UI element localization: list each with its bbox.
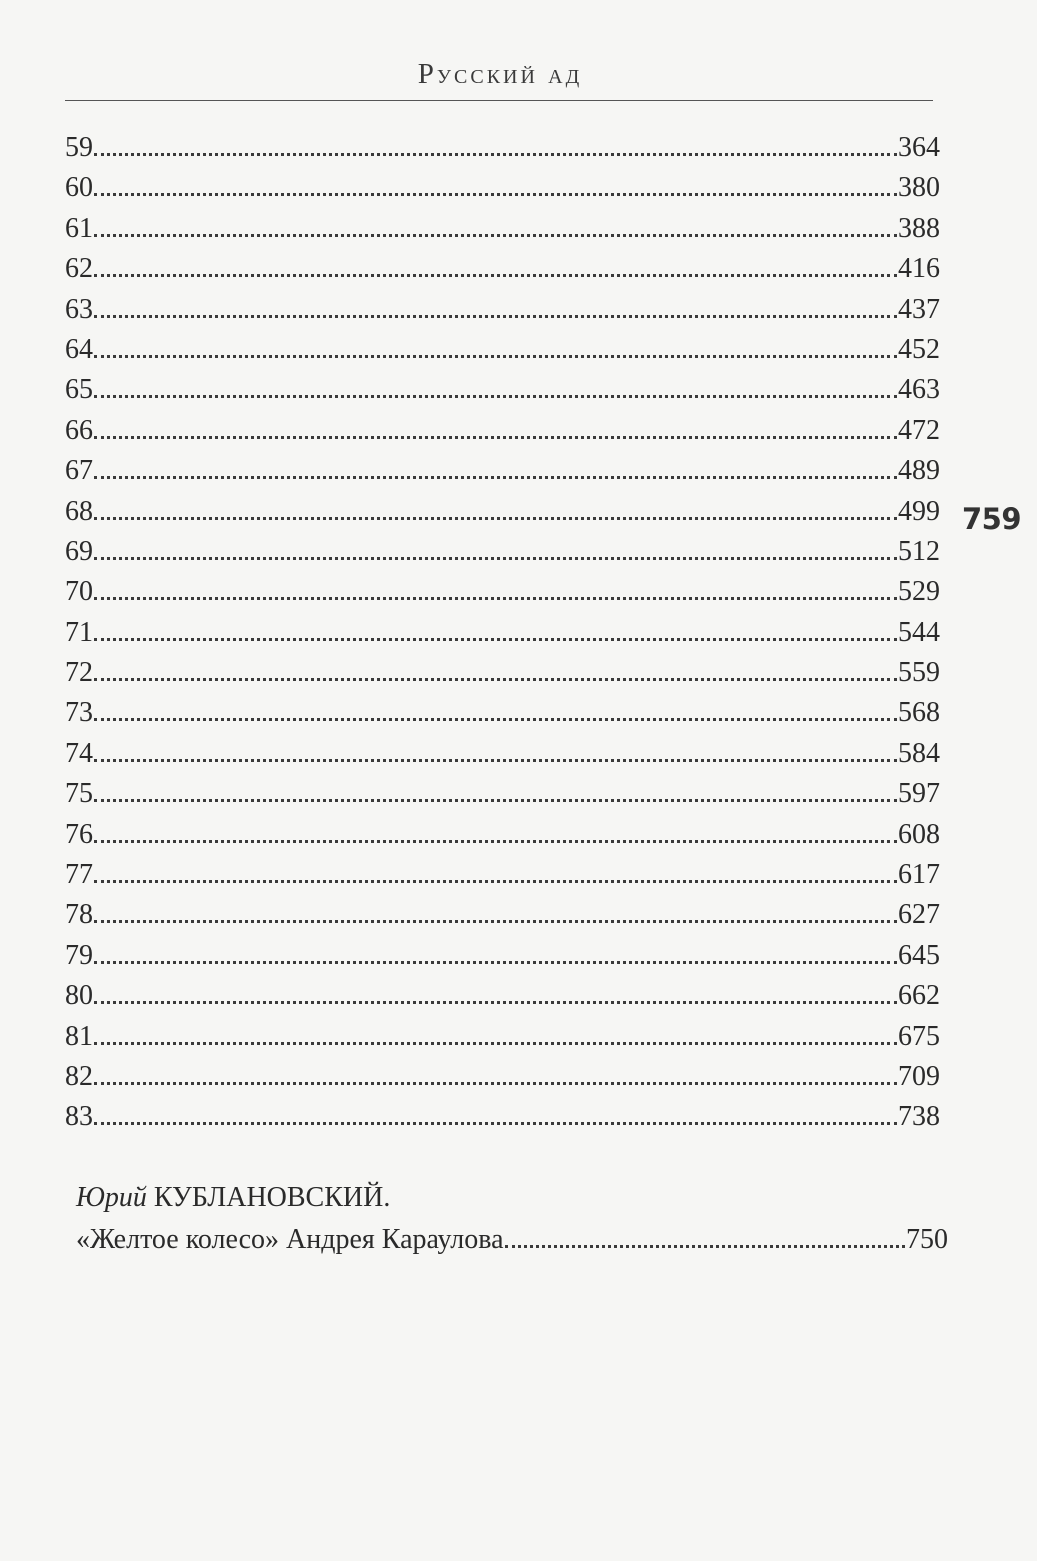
toc-row — [65, 492, 940, 532]
toc-page-number: 416 — [898, 253, 940, 285]
dot-leader — [94, 815, 897, 843]
running-head: Русский ад — [417, 58, 583, 90]
toc-page-number: 452 — [898, 333, 940, 365]
toc-row — [65, 1057, 940, 1097]
toc-page-number: 364 — [898, 132, 940, 163]
author-first-name: Юрий — [76, 1182, 147, 1213]
chapter-number: 65 — [65, 374, 93, 406]
toc-page-number: 388 — [898, 212, 940, 244]
chapter-number: 61 — [65, 212, 93, 244]
toc-row — [65, 330, 940, 370]
chapter-number: 69 — [65, 535, 93, 567]
chapter-number: 72 — [65, 657, 93, 689]
chapter-number: 71 — [65, 616, 93, 648]
toc-row — [65, 411, 940, 451]
dot-leader — [94, 451, 897, 479]
toc-page-number: 584 — [898, 737, 940, 769]
toc-page-number: 709 — [898, 1060, 940, 1092]
dot-leader — [94, 290, 897, 318]
dot-leader — [94, 855, 897, 883]
chapter-number: 68 — [65, 495, 93, 527]
chapter-number: 64 — [65, 333, 93, 365]
toc-page-number: 675 — [898, 1020, 940, 1052]
chapter-number: 78 — [65, 899, 93, 931]
dot-leader — [94, 613, 897, 641]
toc-page-number: 529 — [898, 576, 940, 608]
essay-entry — [76, 1178, 948, 1262]
dot-leader — [94, 693, 897, 721]
page-number: 759 — [962, 502, 1022, 536]
chapter-number: 81 — [65, 1020, 93, 1052]
toc-row — [65, 451, 940, 491]
dot-leader — [94, 330, 897, 358]
dot-leader — [94, 411, 897, 439]
dot-leader — [94, 1097, 897, 1125]
toc-page-number: 568 — [898, 697, 940, 729]
toc-row — [65, 693, 940, 733]
dot-leader — [94, 370, 897, 398]
chapter-number: 75 — [65, 778, 93, 810]
chapter-number: 80 — [65, 980, 93, 1012]
toc-row — [65, 895, 940, 935]
toc-row — [65, 128, 940, 168]
toc-page-number: 645 — [898, 939, 940, 971]
toc-page-number: 380 — [898, 172, 940, 204]
chapter-number: 79 — [65, 939, 93, 971]
toc-page-number: 472 — [898, 414, 940, 446]
toc-row — [65, 976, 940, 1016]
toc-page-number: 608 — [898, 818, 940, 850]
dot-leader — [94, 976, 897, 1004]
toc-page-number: 738 — [898, 1101, 940, 1133]
toc-row — [65, 1097, 940, 1137]
toc-row — [65, 613, 940, 653]
dot-leader — [505, 1220, 905, 1248]
toc-page-number: 544 — [898, 616, 940, 648]
author-surname: КУБЛАНОВСКИЙ. — [153, 1182, 391, 1213]
dot-leader — [94, 209, 897, 237]
toc-page-number: 559 — [898, 657, 940, 689]
chapter-number: 77 — [65, 859, 93, 891]
dot-leader — [94, 653, 897, 681]
toc-page-number: 437 — [898, 293, 940, 325]
toc-row — [65, 572, 940, 612]
chapter-number: 63 — [65, 293, 93, 325]
toc-row — [65, 290, 940, 330]
dot-leader — [94, 1057, 897, 1085]
toc-row — [65, 532, 940, 572]
dot-leader — [94, 1017, 897, 1045]
header-rule — [65, 100, 933, 101]
dot-leader — [94, 774, 897, 802]
chapter-number: 59 — [65, 132, 93, 163]
toc-row — [65, 168, 940, 208]
dot-leader — [94, 895, 897, 923]
dot-leader — [94, 249, 897, 277]
toc-page-number: 597 — [898, 778, 940, 810]
table-of-contents — [65, 128, 940, 1138]
chapter-number: 60 — [65, 172, 93, 204]
chapter-number: 62 — [65, 253, 93, 285]
dot-leader — [94, 734, 897, 762]
toc-page-number: 617 — [898, 859, 940, 891]
toc-row — [65, 370, 940, 410]
toc-page-number: 489 — [898, 455, 940, 487]
toc-row — [65, 936, 940, 976]
toc-row — [65, 1017, 940, 1057]
dot-leader — [94, 168, 897, 196]
chapter-number: 70 — [65, 576, 93, 608]
dot-leader — [94, 532, 897, 560]
toc-page-number: 662 — [898, 980, 940, 1012]
chapter-number: 67 — [65, 455, 93, 487]
dot-leader — [94, 572, 897, 600]
essay-title-row — [76, 1218, 948, 1262]
chapter-number: 66 — [65, 414, 93, 446]
essay-page-number: 750 — [906, 1224, 948, 1255]
toc-row — [65, 249, 940, 289]
essay-title: «Желтое колесо» Андрея Караулова — [76, 1224, 504, 1255]
dot-leader — [94, 128, 897, 156]
toc-row — [65, 734, 940, 774]
toc-row — [65, 815, 940, 855]
toc-page-number: 499 — [898, 495, 940, 527]
toc-page-number: 463 — [898, 374, 940, 406]
dot-leader — [94, 936, 897, 964]
toc-row — [65, 774, 940, 814]
toc-row — [65, 653, 940, 693]
toc-row — [65, 209, 940, 249]
chapter-number: 73 — [65, 697, 93, 729]
chapter-number: 76 — [65, 818, 93, 850]
essay-author — [76, 1178, 948, 1218]
toc-page-number: 627 — [898, 899, 940, 931]
chapter-number: 82 — [65, 1060, 93, 1092]
toc-row — [65, 855, 940, 895]
dot-leader — [94, 492, 897, 520]
chapter-number: 83 — [65, 1101, 93, 1133]
chapter-number: 74 — [65, 737, 93, 769]
toc-page-number: 512 — [898, 535, 940, 567]
